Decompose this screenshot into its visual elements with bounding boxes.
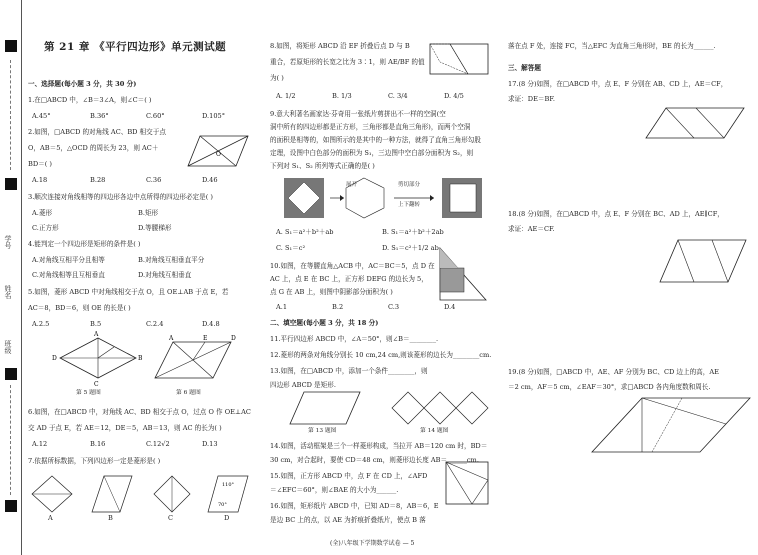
q14-rhombus-chain-figure xyxy=(390,390,490,426)
question-13-line1: 13.如图，在□ABCD 中，添加一个条件________，则 xyxy=(270,367,428,375)
question-9-line1: 9.意大利著名画家达·芬奇用一张纸片剪拼出不一样的空洞(空 xyxy=(270,110,446,118)
q1-option-a: A.45° xyxy=(32,112,51,120)
page-title: 第 21 章 《平行四边形》单元测试题 xyxy=(44,41,227,53)
q13-parallelogram-figure xyxy=(290,390,362,428)
q3-option-b: B.矩形 xyxy=(138,209,159,217)
svg-text:C: C xyxy=(94,381,99,388)
question-9-line3: 的面积是相等的，如图所示的是其中的一种方法，就得了直角三角形勾股 xyxy=(270,136,481,144)
column-right xyxy=(508,0,753,555)
fig14-caption: 第 14 题图 xyxy=(420,428,449,434)
q6-parallelogram-figure xyxy=(153,335,236,382)
q4-option-c: C.对角线相等且互相垂直 xyxy=(32,271,105,279)
page-footer: (全)八年级下学期数学试卷 — 5 xyxy=(330,540,415,547)
svg-text:E: E xyxy=(203,335,208,342)
question-8-line3: 为( ) xyxy=(270,74,284,82)
class-label: 班级 xyxy=(4,340,12,354)
q4-option-a: A.对角线互相平分且相等 xyxy=(32,256,105,264)
q6-option-a: A.12 xyxy=(32,440,48,448)
q17-parallelogram-figure xyxy=(646,106,746,142)
svg-text:D: D xyxy=(52,355,57,362)
question-6-line2: 交 AD 于点 E，若 AE＝12，DE＝5，AB＝13，则 AC 的长为( ) xyxy=(28,424,222,432)
q5-option-c: C.2.4 xyxy=(146,320,164,328)
question-9-line2: 洞中所有的四边形都是正方形，三角形都是直角三角形)，而两个空洞 xyxy=(270,123,471,131)
svg-text:D: D xyxy=(231,335,236,342)
q9-flow-cut: 剪切部分 xyxy=(398,182,421,188)
question-16-line1: 16.如图，矩形纸片 ABCD 中，已知 AD＝8，AB＝6，E xyxy=(270,502,439,510)
question-2-line2: O，AB＝5，△OCD 的周长为 23，则 AC＋ xyxy=(28,144,159,152)
q5-option-d: D.4.8 xyxy=(202,320,220,328)
column-left xyxy=(28,0,260,555)
q6-option-d: D.13 xyxy=(202,440,218,448)
question-4: 4.能判定一个四边形是矩形的条件是( ) xyxy=(28,240,141,248)
question-16-continued: 落在点 F 处，连接 FC，当△EFC 为直角三角形时，BE 的长为______. xyxy=(508,42,716,50)
q4-option-d: D.对角线互相垂直 xyxy=(138,271,192,279)
q4-option-b: B.对角线互相垂直平分 xyxy=(138,256,205,264)
q2-option-c: C.36 xyxy=(146,176,162,184)
q1-option-d: D.105° xyxy=(202,112,226,120)
q2-option-d: D.46 xyxy=(202,176,218,184)
section-fill-in: 二、填空题(每小题 3 分，共 18 分) xyxy=(270,319,379,327)
q6-option-c: C.12√2 xyxy=(146,440,170,448)
q7-label-a: A xyxy=(48,514,53,522)
q9-option-d: D. S₁＝c²＋1/2 ab xyxy=(382,244,439,252)
q19-parallelogram-figure xyxy=(592,396,752,456)
binding-hole xyxy=(5,500,17,512)
question-2-line3: BD＝( ) xyxy=(28,160,52,168)
svg-text:A: A xyxy=(94,331,99,338)
question-19-line2: ＝2 cm，AF＝5 cm，∠EAF＝30°，求□ABCD 各内角度数和周长. xyxy=(508,383,711,391)
question-8-line1: 8.如图，将矩形 ABCD 沿 EF 折叠后点 D 与 B xyxy=(270,42,410,50)
section-choice: 一、选择题(每小题 3 分，共 30 分) xyxy=(28,80,137,88)
q1-option-c: C.60° xyxy=(146,112,165,120)
question-18-line2: 求证：AE＝CF. xyxy=(508,225,555,233)
q2-option-b: B.28 xyxy=(90,176,106,184)
q1-option-b: B.36° xyxy=(90,112,109,120)
student-name-label: 姓名 xyxy=(4,285,12,299)
question-11: 11.平行四边形 ABCD 中，∠A＝50°，则∠B＝________. xyxy=(270,335,439,343)
q5-option-a: A.2.5 xyxy=(32,320,50,328)
question-15-line1: 15.如图，正方形 ABCD 中，点 F 在 CD 上，∠AFD xyxy=(270,472,428,480)
q7-label-c: C xyxy=(168,514,174,522)
question-2-line1: 2.如图，□ABCD 的对角线 AC、BD 相交于点 xyxy=(28,128,166,136)
binding-hole xyxy=(5,40,17,52)
q8-option-b: B. 1/3 xyxy=(332,92,352,100)
q7-label-d: D xyxy=(224,514,230,522)
q5-option-b: B.5 xyxy=(90,320,102,328)
cut-line xyxy=(10,60,11,170)
question-16-line2: 是边 BC 上的点，以 AE 为折痕折叠纸片，使点 B 落 xyxy=(270,516,426,524)
question-1: 1.在□ABCD 中，∠B＝3∠A，则∠C＝( ) xyxy=(28,96,152,104)
svg-text:O: O xyxy=(216,151,221,158)
binding-hole xyxy=(5,368,17,380)
svg-text:70°: 70° xyxy=(218,502,227,508)
question-18-line1: 18.(8 分)如图，在□ABCD 中，点 E、F 分别在 BC、AD 上，AE∥CF， xyxy=(508,210,724,218)
question-14-line1: 14.如图，活动框架是三个一样菱形构成，当拉开 AB＝120 cm 时，BD＝ xyxy=(270,442,488,450)
question-13-line2: 四边形 ABCD 是矩形. xyxy=(270,381,336,389)
section-solutions: 三、解答题 xyxy=(508,64,541,72)
q9-option-a: A. S₁＝a²＋b²＋ab xyxy=(276,228,334,236)
q7-label-b: B xyxy=(108,514,113,522)
question-19-line1: 19.(8 分)如图，□ABCD 中，AE、AF 分别为 BC、CD 边上的高，AE xyxy=(508,368,719,376)
q10-triangle-figure xyxy=(438,246,488,302)
question-10-line3: 点 G 在 AB 上，则图中阴影部分面积为( ) xyxy=(270,288,393,296)
question-5-line1: 5.如图，菱形 ABCD 中对角线相交于点 O，且 OE⊥AB 于点 E，若 xyxy=(28,288,229,296)
question-15-line2: ＝∠EFC＝60°，则∠BAE 的大小为______. xyxy=(270,486,399,494)
q8-option-a: A. 1/2 xyxy=(276,92,296,100)
q9-flow-unfold: 展开 xyxy=(346,182,358,188)
question-10-line2: AC 上，点 E 在 BC 上，正方形 DEFG 的边长为 5， xyxy=(270,275,428,283)
svg-text:110°: 110° xyxy=(222,482,235,488)
question-8-line2: 重合，若原矩形的长宽之比为 3∶1，则 AE/BF 的值 xyxy=(270,58,425,66)
q8-option-d: D. 4/5 xyxy=(444,92,464,100)
q10-option-a: A.1 xyxy=(276,303,288,311)
q9-option-c: C. S₁＝c² xyxy=(276,244,306,252)
q3-option-d: D.等腰梯形 xyxy=(138,224,172,232)
question-9-line4: 定理，设图中白色部分的面积为 S₁，三边图中空白部分面积为 S₂，则 xyxy=(270,149,474,157)
fig5-caption: 第 5 题图 xyxy=(76,390,101,396)
question-14-line2: 30 cm，对合起时，要使 CD＝48 cm，则菱形边长度 AB＝______cm. xyxy=(270,456,479,464)
q3-option-a: A.菱形 xyxy=(32,209,53,217)
q6-option-b: B.16 xyxy=(90,440,106,448)
fig6-caption: 第 6 题图 xyxy=(176,390,201,396)
q5-rhombus-figure xyxy=(52,331,143,388)
q9-option-b: B. S₁＝a²＋b²＋2ab xyxy=(382,228,444,236)
question-10-line1: 10.如图，在等腰直角△ACB 中，AC＝BC＝5，点 D 在 xyxy=(270,262,435,270)
fig13-caption: 第 13 题图 xyxy=(308,428,337,434)
q9-flow-flip: 上下翻转 xyxy=(398,202,421,208)
question-3: 3.顺次连接对角线相等的四边形各边中点所得的四边形必定是( ) xyxy=(28,193,213,201)
question-9-line5: 下列对 S₁、S₂ 所列等式正确的是( ) xyxy=(270,162,375,170)
binding-strip xyxy=(0,0,22,555)
question-12: 12.菱形的两条对角线分别长 10 cm,24 cm,则该菱形的边长为________cm. xyxy=(270,351,492,359)
q8-folded-rectangle-figure xyxy=(428,42,492,82)
q15-16-square-figure xyxy=(442,458,492,514)
q3-option-c: C.正方形 xyxy=(32,224,59,232)
q10-option-d: D.4 xyxy=(444,303,456,311)
question-17-line2: 求证：DE＝BF. xyxy=(508,95,555,103)
q10-option-c: C.3 xyxy=(388,303,400,311)
q2-parallelogram-figure xyxy=(188,132,253,172)
question-17-line1: 17.(8 分)如图，在□ABCD 中，点 E、F 分别在 AB、CD 上，AE＝CF， xyxy=(508,80,728,88)
q7-figures xyxy=(32,474,252,524)
question-7: 7.依据所标数据，下列四边形一定是菱形是( ) xyxy=(28,457,161,465)
cut-line xyxy=(10,385,11,495)
svg-text:A: A xyxy=(169,335,174,342)
q18-parallelogram-figure xyxy=(658,238,748,284)
q2-option-a: A.18 xyxy=(32,176,48,184)
q9-davinci-figures xyxy=(284,176,484,220)
question-5-line2: AC＝8，BD＝6，则 OE 的长是( ) xyxy=(28,304,131,312)
svg-text:B: B xyxy=(138,355,143,362)
q8-option-c: C. 3/4 xyxy=(388,92,408,100)
student-number-label: 学号 xyxy=(4,235,12,249)
column-middle xyxy=(270,0,496,555)
question-6-line1: 6.如图，在□ABCD 中，对角线 AC、BD 相交于点 O，过点 O 作 OE⊥AC xyxy=(28,408,251,416)
binding-hole xyxy=(5,178,17,190)
q10-option-b: B.2 xyxy=(332,303,344,311)
